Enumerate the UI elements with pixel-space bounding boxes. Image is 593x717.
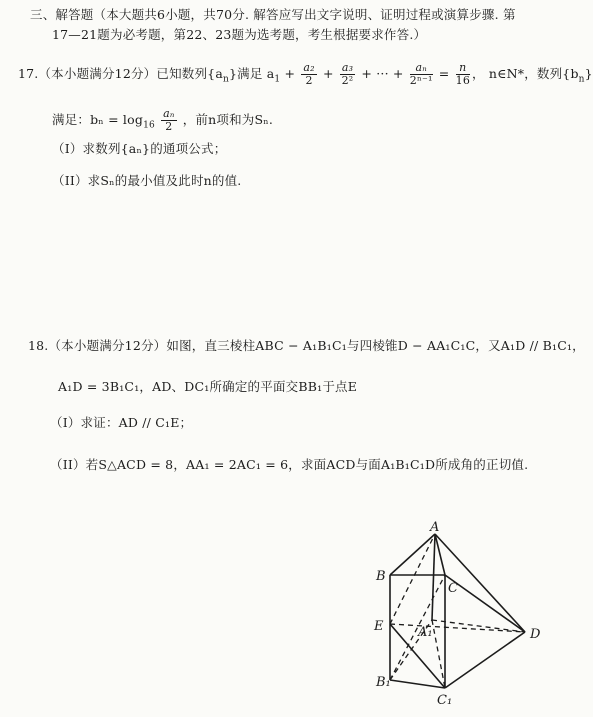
q18-condition: A₁D = 3B₁C₁，AD、DC₁所确定的平面交BB₁于点E — [58, 379, 358, 394]
label-A1: A₁ — [418, 625, 433, 640]
section-heading-cont — [52, 26, 426, 44]
q17-ellipsis: + ··· + — [361, 66, 408, 81]
q17-b-pre: 满足：bₙ = log — [52, 112, 144, 127]
q17-b-post: ，前n项和为Sₙ. — [182, 112, 274, 127]
q17-b-definition — [52, 108, 273, 135]
q17-b-base: 16 — [143, 120, 155, 131]
q17-prefix-sub: n — [223, 74, 229, 85]
edge-B1C1 — [390, 680, 445, 688]
q17-a1-sub: 1 — [274, 74, 281, 85]
q17-b-frac: $\frac{\text{aₙ}}{2}$ — [163, 107, 175, 133]
q18-part2: （II）若S△ACD = 8，AA₁ = 2AC₁ = 6，求面ACD与面A₁B₁C₁D所成角的正切值. — [50, 457, 529, 472]
section-heading-line1: 三、解答题（本大题共6小题，共70分. 解答应写出文字说明、证明过程或演算步骤. 第 — [30, 7, 516, 22]
q17-frac4: $\frac{n}{16}$ — [455, 61, 471, 87]
edge-EA-hidden — [390, 534, 435, 624]
label-D: D — [530, 627, 541, 642]
q18-stem: 18.（本小题满分12分）如图，直三棱柱ABC − A₁B₁C₁与四棱锥D − AA₁C₁C，又A₁D // B₁C₁， — [28, 338, 585, 353]
q17-middle: }满足 a — [229, 66, 275, 81]
label-C: C — [448, 581, 458, 596]
q17-prefix: 17.（本小题满分12分）已知数列{a — [18, 66, 223, 81]
q17-frac1: $\frac{\text{a₂}}{2}$ — [303, 61, 315, 87]
edge-ED-hidden — [390, 624, 525, 632]
edge-AB — [390, 534, 435, 575]
q17-stem: 17.（本小题满分12分）已知数列$\{a_n\}$满足 $a_1$ + $\frac{\text{a₂}}{2}$ + $\frac{\text{a₃}}{\text{2²}}$ + ··· + $\frac{\text{aₙ}}{\text{2ⁿ⁻¹}}$ = $\frac{n}{16}$ ， n∈N*，数列$\{b_n\}$ — [18, 61, 593, 87]
q17-part2: （II）求Sₙ的最小值及此时n的值. — [52, 173, 242, 188]
label-B: B — [376, 569, 386, 584]
geometry-figure — [360, 520, 560, 710]
q17-rhs: ， n∈N*，数列{b — [472, 66, 579, 81]
section-heading-line2: 17—21题为必考题，第22、23题为选考题，考生根据要求作答.） — [52, 27, 427, 42]
section-heading — [30, 6, 516, 24]
label-E: E — [374, 619, 384, 634]
edge-AA1 — [432, 534, 435, 620]
q18-part1: （I）求证：AD // C₁E； — [50, 415, 193, 430]
label-C1: C₁ — [437, 693, 453, 708]
q17-part1: （I）求数列{aₙ}的通项公式； — [52, 141, 227, 156]
q17-frac2: $\frac{\text{a₃}}{\text{2²}}$ — [341, 61, 354, 87]
edge-A1C1-hidden — [432, 620, 445, 688]
q17-frac3: $\frac{\text{aₙ}}{\text{2ⁿ⁻¹}}$ — [409, 61, 433, 87]
label-B1: B₁ — [376, 675, 391, 690]
label-A: A — [430, 520, 440, 535]
edge-C1D — [445, 632, 525, 688]
q17-end: } — [584, 66, 593, 81]
